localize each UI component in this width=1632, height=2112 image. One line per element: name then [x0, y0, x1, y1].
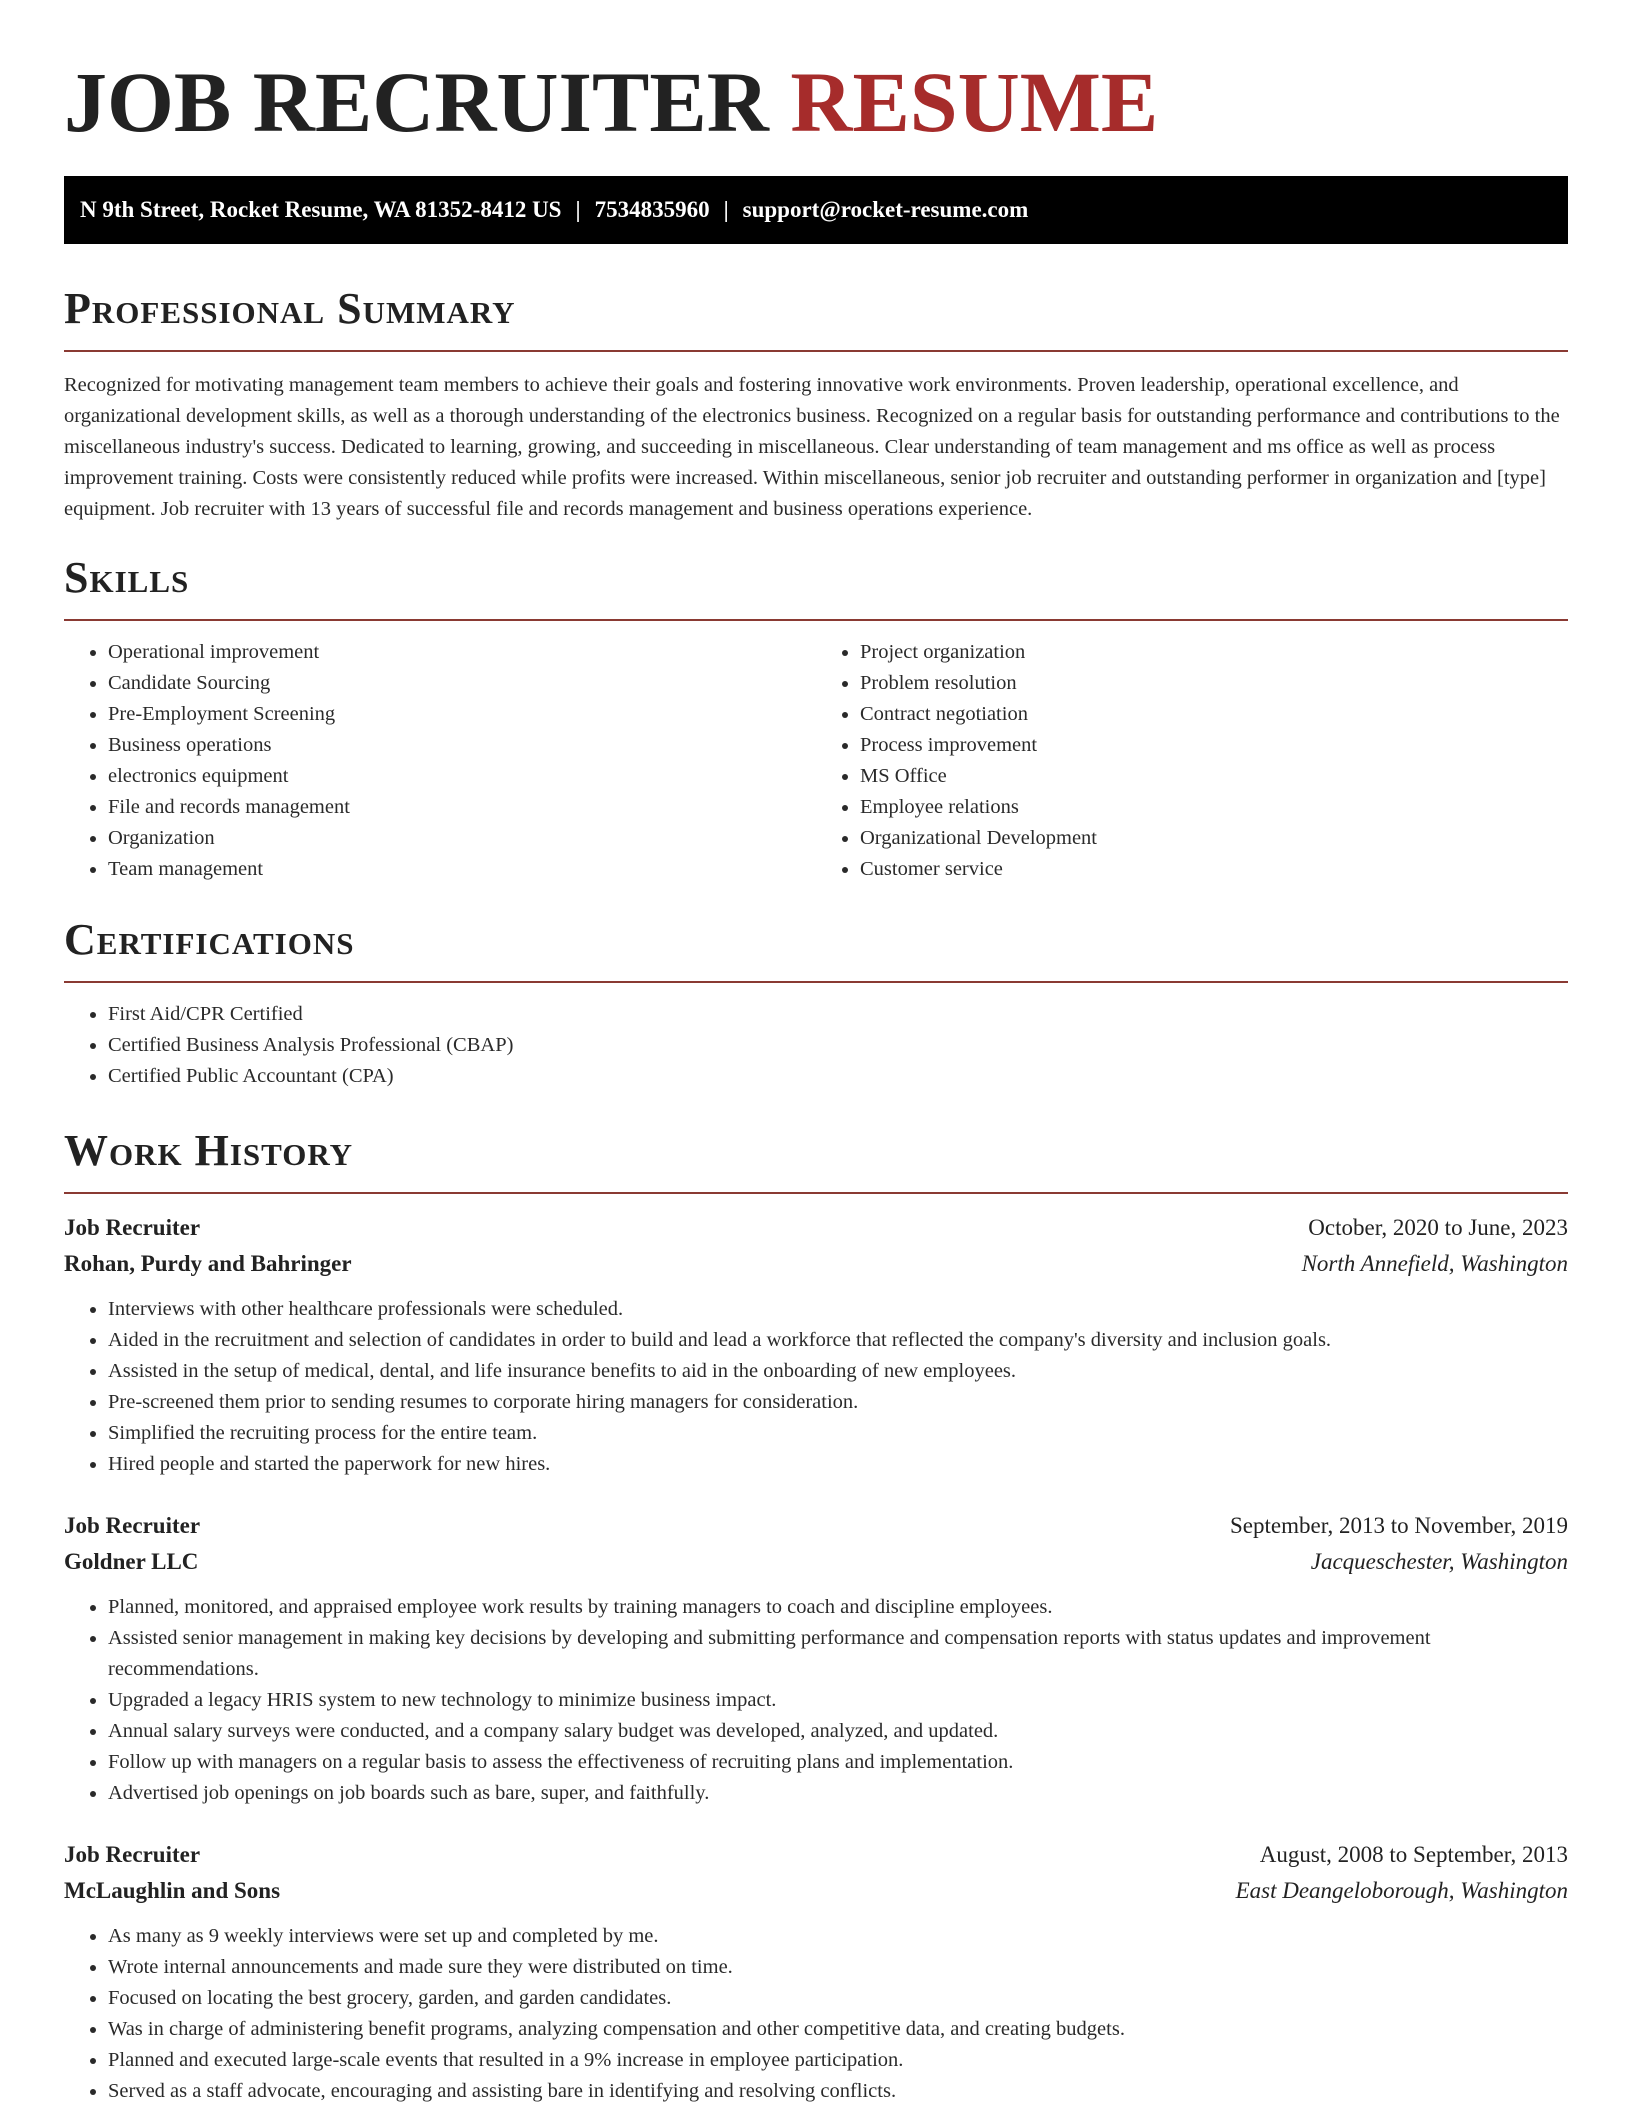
skills-grid: [64, 637, 1568, 885]
job-dates: September, 2013 to November, 2019: [1230, 1513, 1568, 1538]
skill-item: • Organizational Development: [860, 823, 1568, 854]
contact-separator: |: [723, 197, 729, 222]
skill-item: • MS Office: [860, 761, 1568, 792]
job-bullet: • Interviews with other healthcare professionals were scheduled.: [108, 1294, 1568, 1325]
job-title: Job Recruiter: [64, 1842, 201, 1867]
job-bullet: • Focused on locating the best grocery, garden, and garden candidates.: [108, 1983, 1568, 2014]
work-history-section: [64, 1126, 1568, 2107]
skills-section: [64, 553, 1568, 885]
contact-separator: |: [575, 197, 581, 222]
certification-item: • First Aid/CPR Certified: [108, 999, 1568, 1030]
skill-item: • Project organization: [860, 637, 1568, 668]
job-head: [64, 1837, 1568, 1873]
job-bullet: • Simplified the recruiting process for the entire team.: [108, 1418, 1568, 1449]
job-bullets: [64, 1294, 1568, 1480]
job-head: [64, 1508, 1568, 1544]
title-accent: RESUME: [790, 54, 1159, 150]
job-bullet: • Advertised job openings on job boards such as bare, super, and faithfully.: [108, 1778, 1568, 1809]
job-bullet: • Planned and executed large-scale events that resulted in a 9% increase in employee participation.: [108, 2045, 1568, 2076]
job-title: Job Recruiter: [64, 1215, 201, 1240]
skill-item: • Customer service: [860, 854, 1568, 885]
skill-item: • Problem resolution: [860, 668, 1568, 699]
job-location: East Deangeloborough, Washington: [1235, 1878, 1568, 1903]
job-bullet: • Upgraded a legacy HRIS system to new technology to minimize business impact.: [108, 1685, 1568, 1716]
skills-list-right: [816, 637, 1568, 885]
certification-item: • Certified Public Accountant (CPA): [108, 1061, 1568, 1092]
contact-address: N 9th Street, Rocket Resume, WA 81352-8412 US: [80, 197, 562, 222]
skill-item: • electronics equipment: [108, 761, 816, 792]
job-entry: [64, 1210, 1568, 1480]
job-entry: [64, 1508, 1568, 1809]
job-bullet: • Served as a staff advocate, encouraging and assisting bare in identifying and resolving conflicts.: [108, 2076, 1568, 2107]
job-bullets: [64, 1921, 1568, 2107]
job-bullet: • Follow up with managers on a regular basis to assess the effectiveness of recruiting plans and implementation.: [108, 1747, 1568, 1778]
skill-item: • Business operations: [108, 730, 816, 761]
job-location: Jacqueschester, Washington: [1310, 1549, 1568, 1574]
summary-section: [64, 284, 1568, 525]
skill-item: • Team management: [108, 854, 816, 885]
job-company: Goldner LLC: [64, 1549, 199, 1574]
certifications-section: [64, 915, 1568, 1092]
job-bullet: • Annual salary surveys were conducted, and a company salary budget was developed, analyzed, and updated.: [108, 1716, 1568, 1747]
job-bullet: • Wrote internal announcements and made sure they were distributed on time.: [108, 1952, 1568, 1983]
job-company: McLaughlin and Sons: [64, 1878, 281, 1903]
skill-item: • Pre-Employment Screening: [108, 699, 816, 730]
work-history-heading: Work History: [64, 1126, 1568, 1194]
contact-bar: [64, 176, 1568, 244]
skill-item: • Employee relations: [860, 792, 1568, 823]
job-head: [64, 1210, 1568, 1246]
summary-text: Recognized for motivating management team members to achieve their goals and fostering innovative work environments. Proven leadership, operational excellence, and organizational development skills, as well as a thorough understanding of the electronics business. Recognized on a regular basis for outstanding performance and contributions to the miscellaneous industry's success. Dedicated to learning, growing, and succeeding in miscellaneous. Clear understanding of team management and ms office as well as process improvement training. Costs were consistently reduced while profits were increased. Within miscellaneous, senior job recruiter and outstanding performer in organization and [type] equipment. Job recruiter with 13 years of successful file and records management and business operations experience.: [64, 374, 1560, 520]
skill-item: • Candidate Sourcing: [108, 668, 816, 699]
certifications-heading: Certifications: [64, 915, 1568, 983]
skill-item: • Organization: [108, 823, 816, 854]
job-bullet: • Assisted senior management in making key decisions by developing and submitting performance and compensation reports with status updates and improvement recommendations.: [108, 1623, 1568, 1685]
contact-phone: 7534835960: [594, 197, 710, 222]
resume-title: [64, 0, 1568, 148]
skill-item: • File and records management: [108, 792, 816, 823]
job-title: Job Recruiter: [64, 1513, 201, 1538]
job-bullet: • Assisted in the setup of medical, dental, and life insurance benefits to aid in the onboarding of new employees.: [108, 1356, 1568, 1387]
job-bullet: • Was in charge of administering benefit programs, analyzing compensation and other competitive data, and creating budgets.: [108, 2014, 1568, 2045]
skill-item: • Contract negotiation: [860, 699, 1568, 730]
job-bullets: [64, 1592, 1568, 1809]
job-dates: October, 2020 to June, 2023: [1308, 1215, 1568, 1240]
job-location: North Annefield, Washington: [1301, 1251, 1568, 1276]
job-entry: [64, 1837, 1568, 2107]
job-bullet: • As many as 9 weekly interviews were set up and completed by me.: [108, 1921, 1568, 1952]
job-dates: August, 2008 to September, 2013: [1259, 1842, 1568, 1867]
summary-heading: Professional Summary: [64, 284, 1568, 352]
job-company: Rohan, Purdy and Bahringer: [64, 1251, 352, 1276]
skills-heading: Skills: [64, 553, 1568, 621]
job-subhead: [64, 1873, 1568, 1909]
certification-item: • Certified Business Analysis Professional (CBAP): [108, 1030, 1568, 1061]
skill-item: • Process improvement: [860, 730, 1568, 761]
certifications-list: [64, 999, 1568, 1092]
job-subhead: [64, 1544, 1568, 1580]
title-main: JOB RECRUITER: [64, 54, 769, 150]
skill-item: • Operational improvement: [108, 637, 816, 668]
contact-email: support@rocket-resume.com: [742, 197, 1029, 222]
skills-list-left: [64, 637, 816, 885]
job-bullet: • Aided in the recruitment and selection of candidates in order to build and lead a workforce that reflected the company's diversity and inclusion goals.: [108, 1325, 1568, 1356]
job-subhead: [64, 1246, 1568, 1282]
job-bullet: • Hired people and started the paperwork for new hires.: [108, 1449, 1568, 1480]
job-bullet: • Pre-screened them prior to sending resumes to corporate hiring managers for consideration.: [108, 1387, 1568, 1418]
job-bullet: • Planned, monitored, and appraised employee work results by training managers to coach and discipline employees.: [108, 1592, 1568, 1623]
